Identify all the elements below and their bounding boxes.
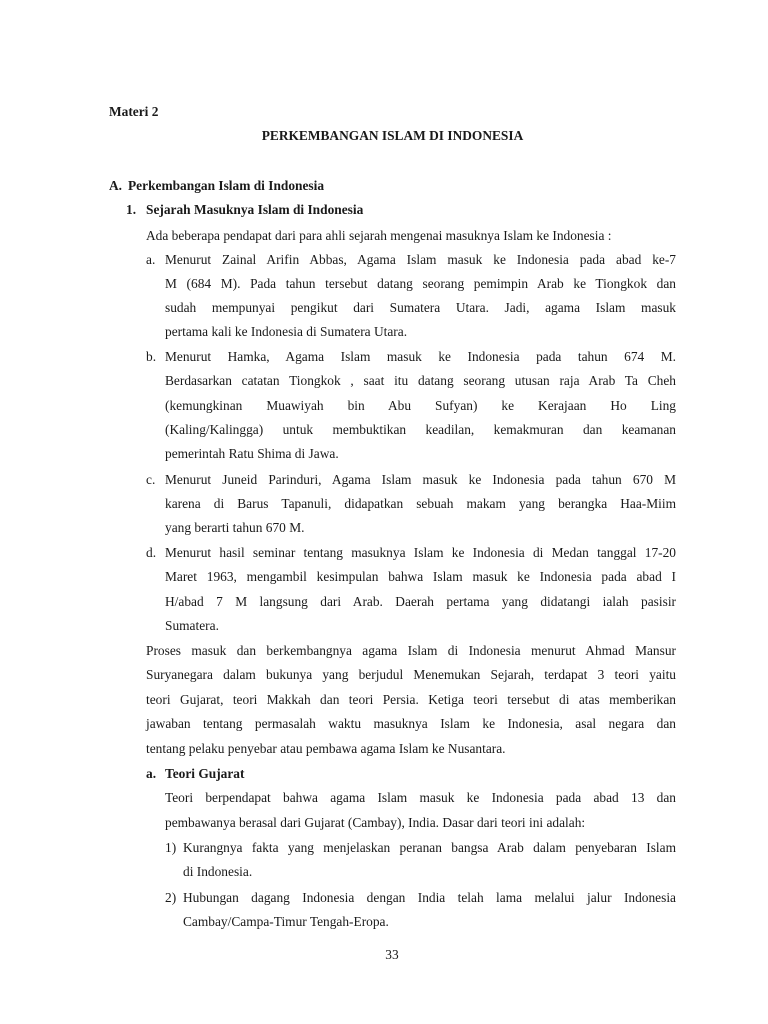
opinion-a-line: Menurut Zainal Arifin Abbas, Agama Islam masuk ke Indonesia pada abad ke-7	[165, 252, 676, 267]
sub-1-title: Sejarah Masuknya Islam di Indonesia	[146, 202, 364, 217]
opinion-d-line: Maret 1963, mengambil kesimpulan bahwa Islam masuk ke Indonesia pada abad I	[165, 569, 676, 584]
opinion-d-line: Sumatera.	[165, 618, 219, 633]
gujarat-point-line: Kurangnya fakta yang menjelaskan peranan bangsa Arab dalam penyebaran Islam	[183, 840, 676, 855]
list-label-b: b.	[146, 349, 157, 364]
gujarat-title: Teori Gujarat	[165, 766, 245, 781]
section-a-label: A.	[109, 178, 123, 193]
gujarat-point-1-label: 1)	[165, 840, 177, 855]
gujarat-line: pembawanya berasal dari Gujarat (Cambay), India. Dasar dari teori ini adalah:	[165, 815, 586, 830]
gujarat-point-line: Cambay/Campa-Timur Tengah-Eropa.	[183, 914, 389, 929]
opinion-c-line: karena di Barus Tapanuli, didapatkan sebuah makam yang berangka Haa-Miim	[165, 496, 676, 511]
opinion-b-line: (kemungkinan Muawiyah bin Abu Sufyan) ke Kerajaan Ho Ling	[165, 398, 676, 413]
process-line: jawaban tentang permasalah waktu masuknya Islam ke Indonesia, asal negara dan	[146, 716, 676, 731]
opinion-b-line: Menurut Hamka, Agama Islam masuk ke Indonesia pada tahun 674 M.	[165, 349, 676, 364]
opinion-a-line: pertama kali ke Indonesia di Sumatera Utara.	[165, 324, 408, 339]
process-line: teori Gujarat, teori Makkah dan teori Persia. Ketiga teori tersebut di atas memberikan	[146, 692, 676, 707]
list-label-a: a.	[146, 252, 156, 267]
gujarat-point-2-label: 2)	[165, 890, 177, 905]
gujarat-line: Teori berpendapat bahwa agama Islam masuk ke Indonesia pada abad 13 dan	[165, 790, 676, 805]
sub-1-label: 1.	[126, 202, 137, 217]
process-line: tentang pelaku penyebar atau pembawa agama Islam ke Nusantara.	[146, 741, 506, 756]
list-label-d: d.	[146, 545, 157, 560]
gujarat-point-line: Hubungan dagang Indonesia dengan India telah lama melalui jalur Indonesia	[183, 890, 676, 905]
gujarat-point-line: di Indonesia.	[183, 864, 253, 879]
opinion-c-line: yang berarti tahun 670 M.	[165, 520, 305, 535]
materi-label: Materi 2	[109, 104, 159, 119]
opinion-d-line: Menurut hasil seminar tentang masuknya Islam ke Indonesia di Medan tanggal 17-20	[165, 545, 676, 560]
process-line: Proses masuk dan berkembangnya agama Islam di Indonesia menurut Ahmad Mansur	[146, 643, 676, 658]
intro-paragraph: Ada beberapa pendapat dari para ahli sejarah mengenai masuknya Islam ke Indonesia :	[146, 228, 612, 243]
opinion-b-line: pemerintah Ratu Shima di Jawa.	[165, 446, 339, 461]
gujarat-label: a.	[146, 766, 157, 781]
process-line: Suryanegara dalam bukunya yang berjudul Menemukan Sejarah, terdapat 3 teori yaitu	[146, 667, 676, 682]
page-title: PERKEMBANGAN ISLAM DI INDONESIA	[261, 128, 524, 143]
opinion-a-line: M (684 M). Pada tahun tersebut datang seorang pemimpin Arab ke Tiongkok dan	[165, 276, 676, 291]
page-number: 33	[385, 947, 399, 962]
section-a-title: Perkembangan Islam di Indonesia	[128, 178, 325, 193]
opinion-c-line: Menurut Juneid Parinduri, Agama Islam masuk ke Indonesia pada tahun 670 M	[165, 472, 676, 487]
opinion-d-line: H/abad 7 M langsung dari Arab. Daerah pertama yang didatangi ialah pasisir	[165, 594, 676, 609]
opinion-a-line: sudah mempunyai pengikut dari Sumatera Utara. Jadi, agama Islam masuk	[165, 300, 676, 315]
opinion-b-line: Berdasarkan catatan Tiongkok , saat itu datang seorang utusan raja Arab Ta Cheh	[165, 373, 676, 388]
list-label-c: c.	[146, 472, 156, 487]
opinion-b-line: (Kaling/Kalingga) untuk membuktikan keadilan, kemakmuran dan keamanan	[165, 422, 676, 437]
